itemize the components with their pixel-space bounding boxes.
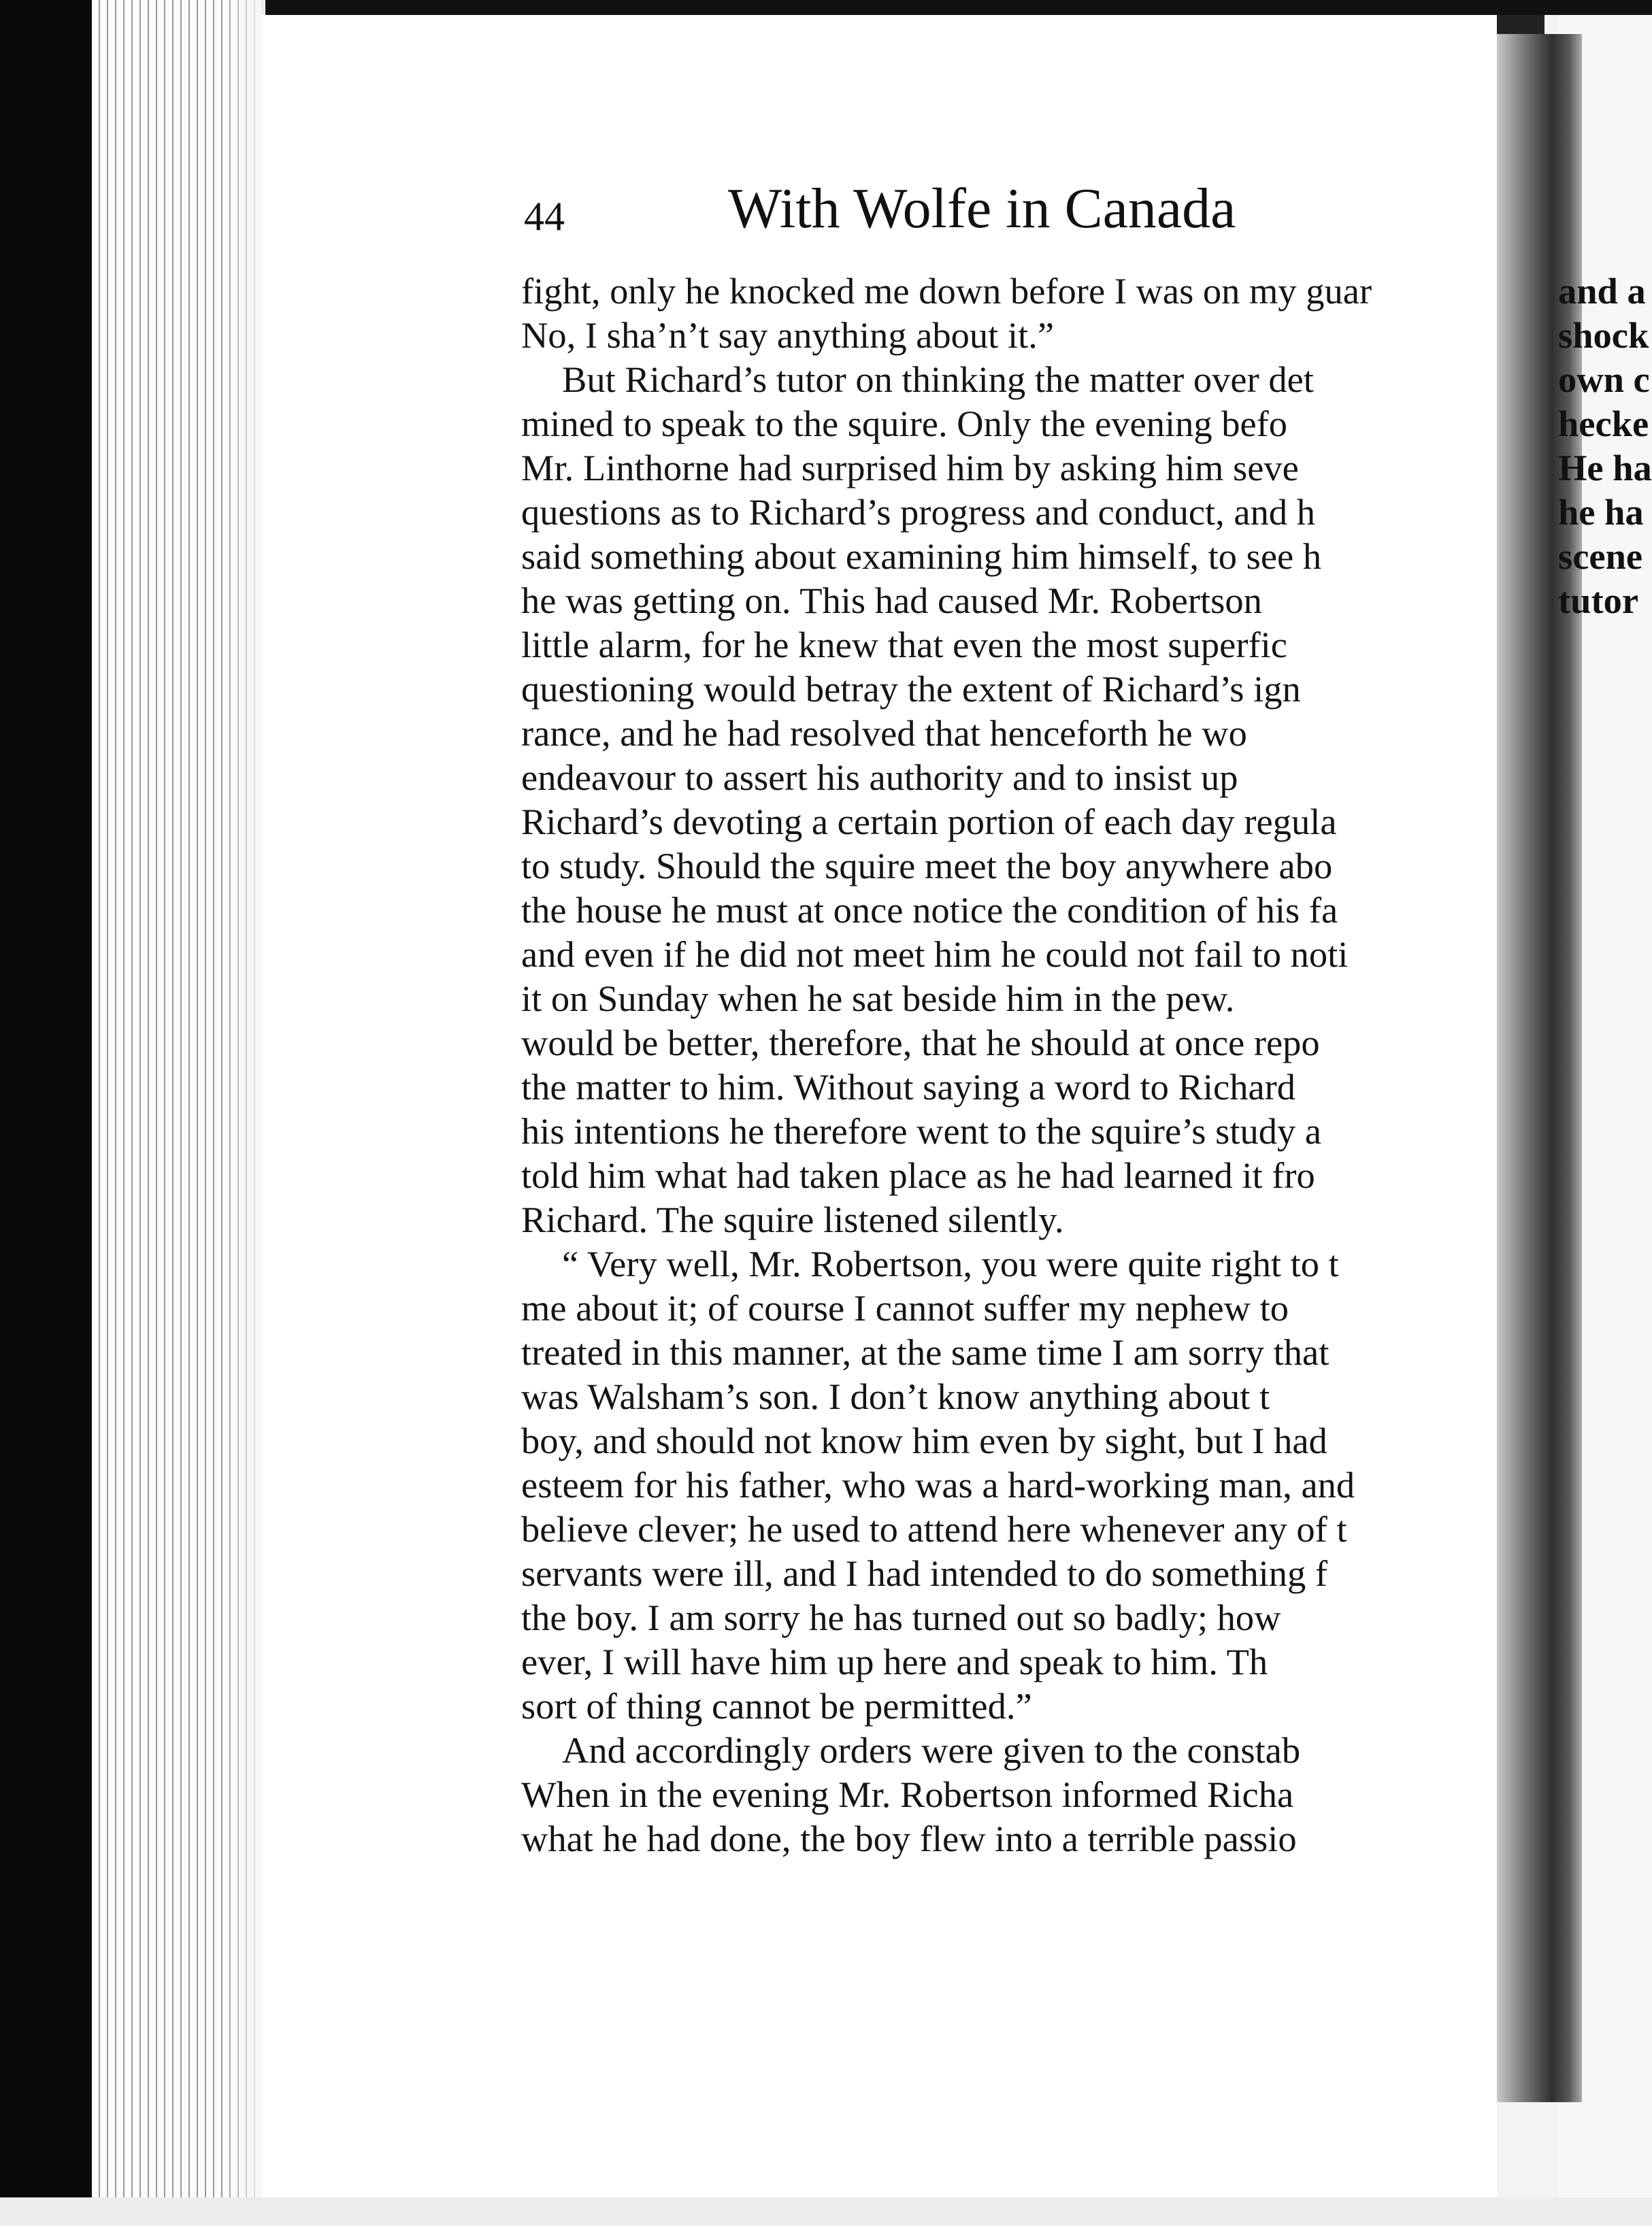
- page-stack-fade: [225, 0, 265, 2226]
- text-line: Mr. Linthorne had surprised him by asking him seve: [521, 447, 1299, 488]
- facing-page-fragment: hecke: [1558, 403, 1649, 444]
- scan-left-border: [0, 0, 92, 2226]
- text-line: fight, only he knocked me down before I was on my guar: [521, 270, 1372, 312]
- text-line: sort of thing cannot be permitted.”: [521, 1685, 1032, 1727]
- text-line: questioning would betray the extent of Richard’s ign: [521, 668, 1301, 710]
- text-line: said something about examining him himself, to see h: [521, 535, 1322, 577]
- text-line: he was getting on. This had caused Mr. Robertson: [521, 580, 1262, 621]
- text-line: it on Sunday when he sat beside him in the pew.: [521, 978, 1235, 1019]
- facing-page-fragment: He ha: [1558, 447, 1652, 488]
- text-line: esteem for his father, who was a hard-working man, and: [521, 1464, 1355, 1506]
- text-line: “ Very well, Mr. Robertson, you were quite right to t: [562, 1243, 1339, 1284]
- text-line: No, I sha’n’t say anything about it.”: [521, 314, 1055, 356]
- text-line: and even if he did not meet him he could not fail to noti: [521, 933, 1349, 975]
- text-line: me about it; of course I cannot suffer my nephew to: [521, 1287, 1289, 1329]
- text-line: Richard’s devoting a certain portion of each day regula: [521, 801, 1337, 842]
- text-line: endeavour to assert his authority and to insist up: [521, 757, 1238, 798]
- text-line: questions as to Richard’s progress and conduct, and h: [521, 491, 1315, 533]
- text-line: to study. Should the squire meet the boy anywhere abo: [521, 845, 1333, 886]
- text-line: servants were ill, and I had intended to do something f: [521, 1552, 1328, 1594]
- text-line: little alarm, for he knew that even the most superfic: [521, 624, 1287, 665]
- text-line: what he had done, the boy flew into a terrible passio: [521, 1818, 1297, 1859]
- facing-page-fragment: tutor: [1558, 580, 1639, 621]
- facing-page-fragment: he ha: [1558, 491, 1644, 533]
- text-line: ever, I will have him up here and speak to him. Th: [521, 1641, 1268, 1682]
- facing-page-fragment: own c: [1558, 359, 1650, 400]
- text-line: mined to speak to the squire. Only the evening befo: [521, 403, 1288, 444]
- facing-page-fragment: shock: [1558, 314, 1649, 356]
- text-line: But Richard’s tutor on thinking the matter over det: [562, 359, 1314, 400]
- text-line: Richard. The squire listened silently.: [521, 1199, 1064, 1240]
- text-line: the boy. I am sorry he has turned out so badly; how: [521, 1597, 1281, 1638]
- text-line: believe clever; he used to attend here whenever any of t: [521, 1508, 1347, 1550]
- text-line: And accordingly orders were given to the constab: [562, 1729, 1301, 1771]
- text-line: boy, and should not know him even by sight, but I had: [521, 1420, 1327, 1461]
- body-text: [521, 269, 1521, 1881]
- scan-bottom-border: [0, 2197, 1652, 2226]
- running-head: With Wolfe in Canada: [728, 177, 1236, 240]
- facing-page-fragment: and a: [1558, 270, 1646, 312]
- text-line: his intentions he therefore went to the squire’s study a: [521, 1110, 1322, 1152]
- text-line: the house he must at once notice the condition of his fa: [521, 889, 1338, 931]
- text-line: told him what had taken place as he had learned it fro: [521, 1154, 1315, 1196]
- page-number: 44: [524, 194, 565, 239]
- text-line: was Walsham’s son. I don’t know anything about t: [521, 1376, 1270, 1417]
- text-line: would be better, therefore, that he should at once repo: [521, 1022, 1320, 1063]
- text-line: treated in this manner, at the same time I am sorry that: [521, 1331, 1329, 1373]
- text-line: rance, and he had resolved that henceforth he wo: [521, 712, 1247, 754]
- facing-page-fragment: scene: [1558, 535, 1643, 577]
- text-line: When in the evening Mr. Robertson informed Richa: [521, 1774, 1294, 1815]
- facing-page-text: [1558, 269, 1652, 629]
- text-line: the matter to him. Without saying a word to Richard: [521, 1066, 1296, 1108]
